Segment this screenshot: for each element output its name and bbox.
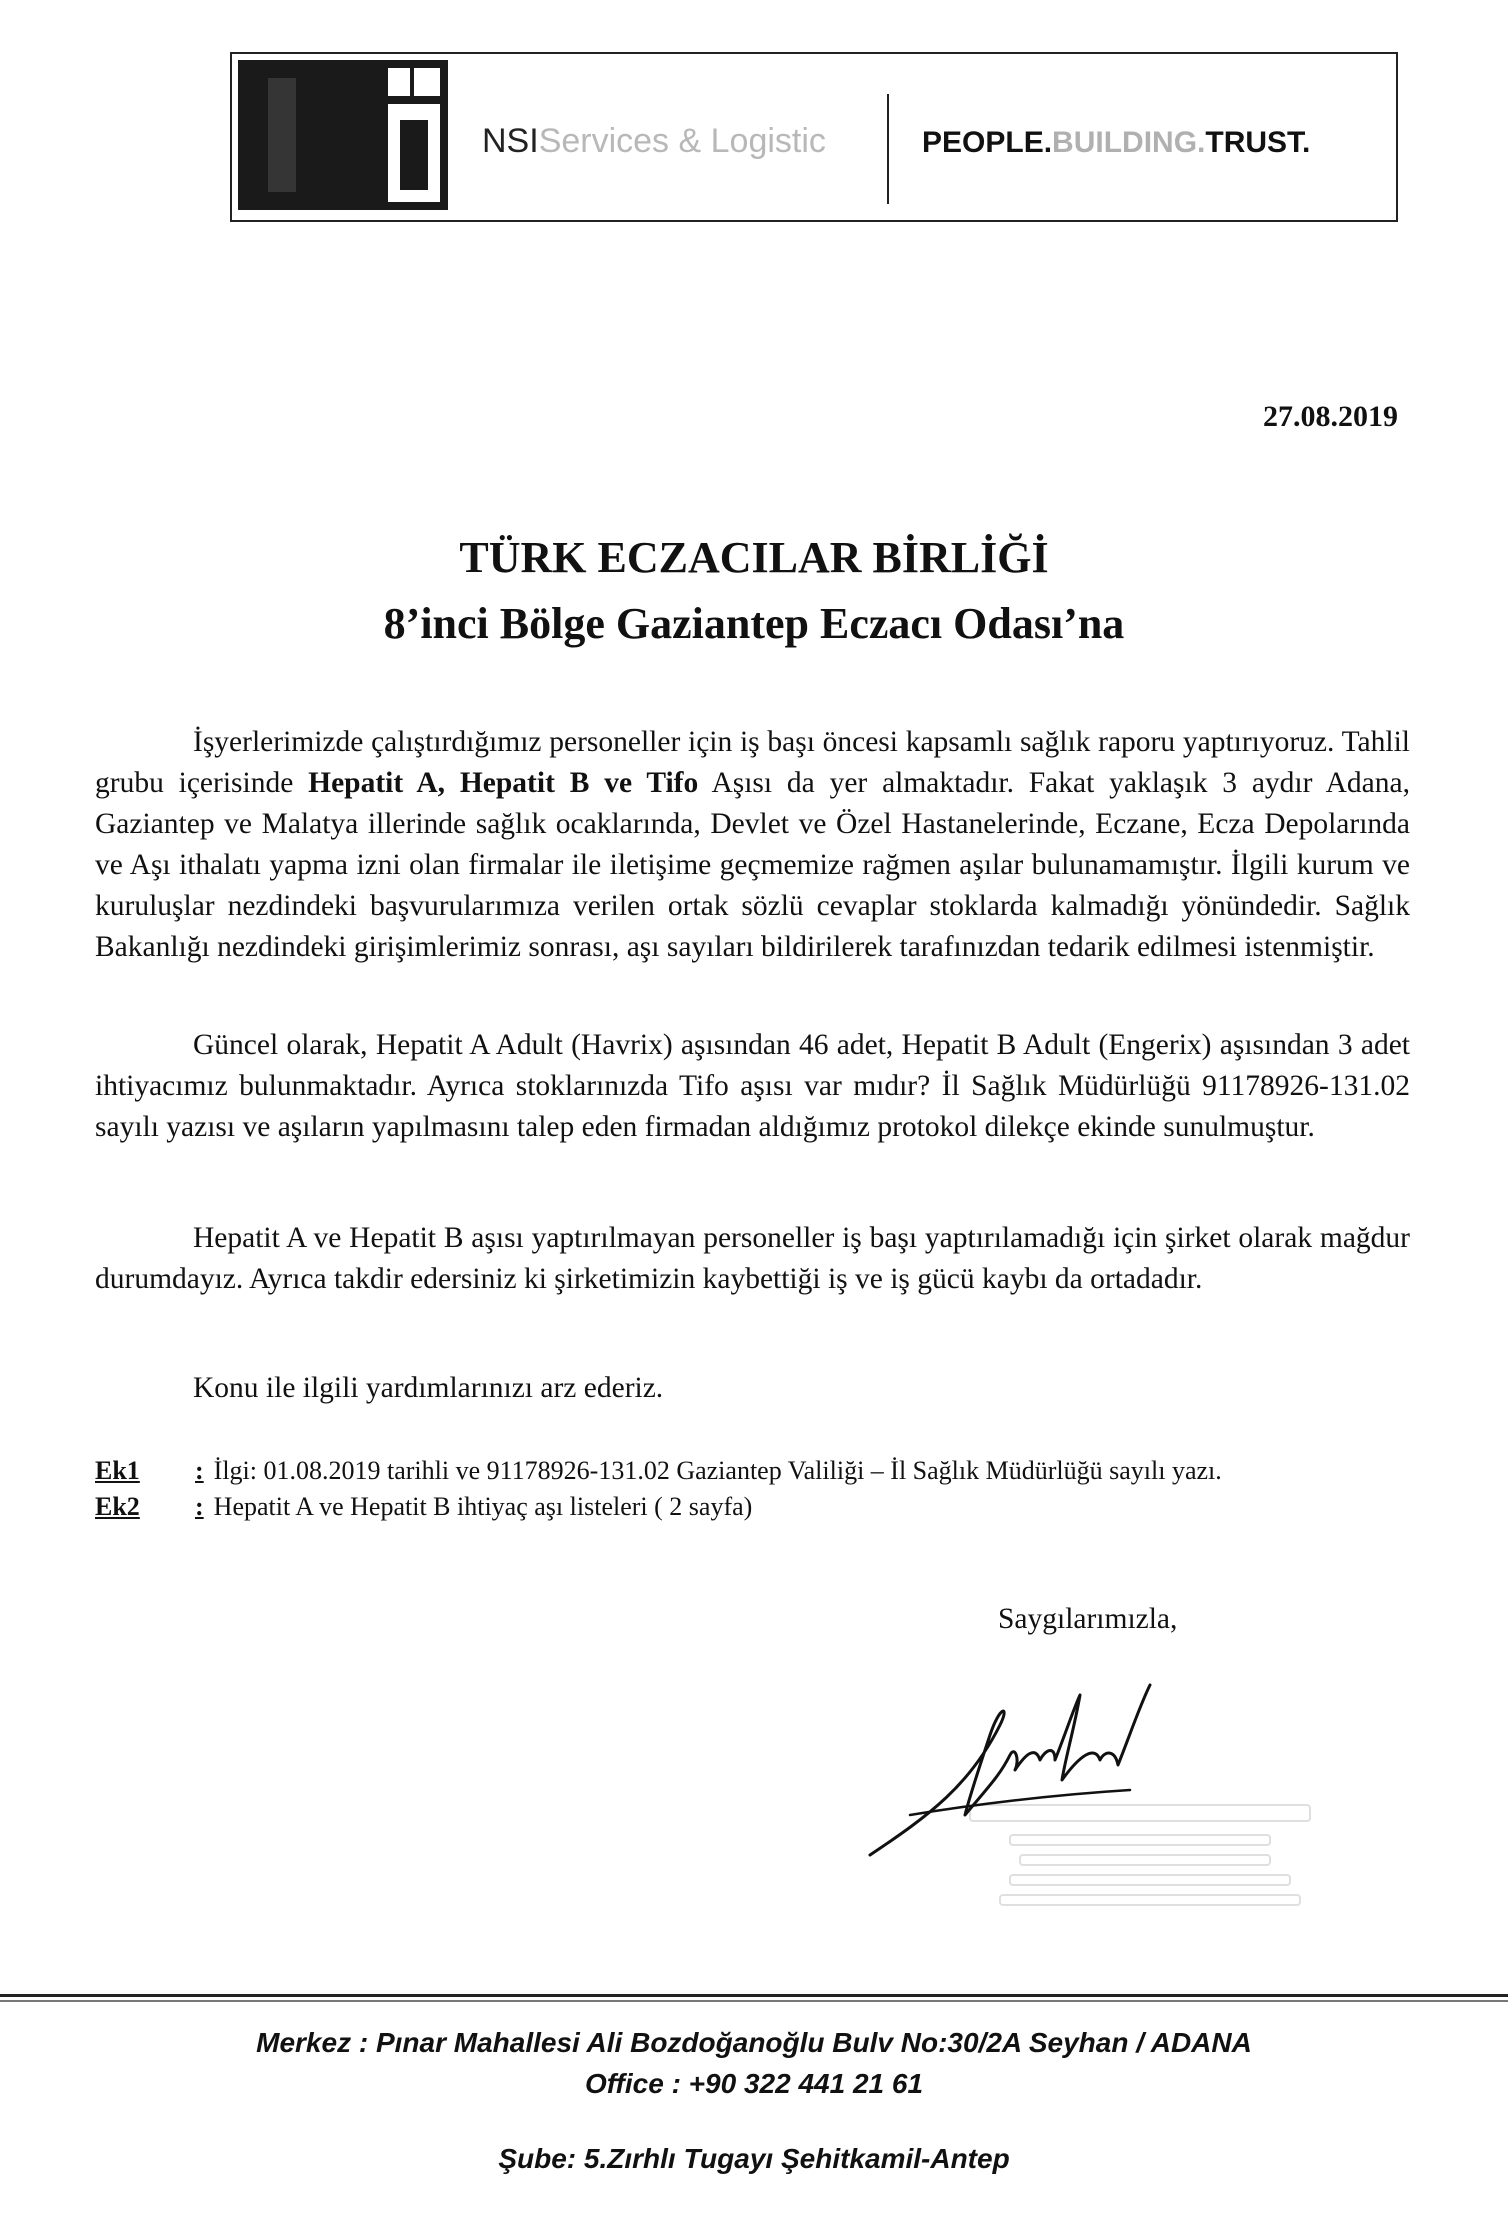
letter-date: 27.08.2019 bbox=[1263, 400, 1398, 433]
paragraph-1 bbox=[95, 722, 1410, 968]
paragraph-3 bbox=[95, 1218, 1410, 1300]
footer-rule bbox=[0, 1994, 1508, 1997]
paragraph-4-text: Konu ile ilgili yardımlarınızı arz ederiz. bbox=[193, 1372, 664, 1404]
slogan-trust: TRUST. bbox=[1205, 126, 1311, 159]
annex-2-label: Ek2 bbox=[95, 1492, 140, 1521]
footer-rule-thin bbox=[0, 2000, 1508, 2002]
paragraph-2 bbox=[95, 1025, 1410, 1148]
recipient-line-1: TÜRK ECZACILAR BİRLİĞİ bbox=[459, 533, 1049, 582]
annex-1 bbox=[95, 1456, 1222, 1486]
slogan-people: PEOPLE. bbox=[922, 126, 1053, 159]
brand-name bbox=[482, 122, 826, 161]
signature-stamp-icon bbox=[850, 1665, 1350, 1925]
footer-address: Merkez : Pınar Mahallesi Ali Bozdoğanoğlu Bulv No:30/2A Seyhan / ADANA bbox=[256, 2027, 1252, 2058]
company-logo-icon bbox=[238, 60, 448, 210]
annex-1-label: Ek1 bbox=[95, 1456, 140, 1485]
footer-phone: Office : +90 322 441 21 61 bbox=[584, 2068, 924, 2099]
slogan-building: BUILDING. bbox=[1052, 126, 1206, 159]
footer-branch: Şube: 5.Zırhlı Tugayı Şehitkamil-Antep bbox=[498, 2143, 1010, 2174]
brand-name-dark: NSI bbox=[482, 122, 539, 160]
annex-1-text: İlgi: 01.08.2019 tarihli ve 91178926-131.02 Gaziantep Valiliği – İl Sağlık Müdürlüğü sayılı yazı. bbox=[213, 1456, 1222, 1485]
paragraph-1-vaccines: Hepatit A, Hepatit B ve Tifo bbox=[308, 767, 699, 799]
slogan bbox=[922, 126, 1310, 160]
paragraph-1-start: İşyerlerimizde çalıştırdığımız personeller için iş başı öncesi kapsamlı sağlık raporu yaptırıyoruz. Tahlil grubu içerisinde bbox=[95, 726, 1410, 799]
annex-2-colon: : bbox=[195, 1492, 204, 1521]
header-divider bbox=[887, 94, 889, 204]
paragraph-1-end: Aşısı da yer almaktadır. Fakat yaklaşık 3 aydır Adana, Gaziantep ve Malatya illerinde sağlık ocaklarında, Devlet ve Özel Hastanelerinde, Eczane, Ecza Depolarında ve Aşı ithalatı yapma izni olan firmalar ile iletişime geçmemize rağmen aşılar bulunamamıştır. İlgili kurum ve kuruluşlar nezdindeki başvurularımıza verilen ortak sözlü cevaplar stoklarda kalmadığı yönündedir. Sağlık Bakanlığı nezdindeki girişimlerimiz sonrası, aşı sayıları bildirilerek tarafınızdan tedarik edilmesi istenmiştir. bbox=[95, 767, 1410, 963]
annex-1-colon: : bbox=[195, 1456, 204, 1485]
letterhead bbox=[230, 52, 1398, 222]
closing: Saygılarımızla, bbox=[998, 1603, 1178, 1635]
brand-name-light: Services & Logistic bbox=[538, 122, 826, 160]
annex-2 bbox=[95, 1492, 752, 1522]
recipient-line-2: 8’inci Bölge Gaziantep Eczacı Odası’na bbox=[383, 599, 1125, 648]
annex-2-text: Hepatit A ve Hepatit B ihtiyaç aşı listeleri ( 2 sayfa) bbox=[213, 1492, 753, 1521]
paragraph-4 bbox=[95, 1368, 1410, 1409]
paragraph-2-text: Güncel olarak, Hepatit A Adult (Havrix) aşısından 46 adet, Hepatit B Adult (Engerix) aşısından 3 adet ihtiyacımız bulunmaktadır. Ayrıca stoklarınızda Tifo aşısı var mıdır? İl Sağlık Müdürlüğü 91178926-131.02 sayılı yazısı ve aşıların yapılmasını talep eden firmadan aldığımız protokol dilekçe ekinde sunulmuştur. bbox=[95, 1029, 1410, 1143]
paragraph-3-text: Hepatit A ve Hepatit B aşısı yaptırılmayan personeller iş başı yaptırılamadığı için şirket olarak mağdur durumdayız. Ayrıca takdir edersiniz ki şirketimizin kaybettiği iş ve iş gücü kaybı da ortadadır. bbox=[95, 1222, 1410, 1295]
